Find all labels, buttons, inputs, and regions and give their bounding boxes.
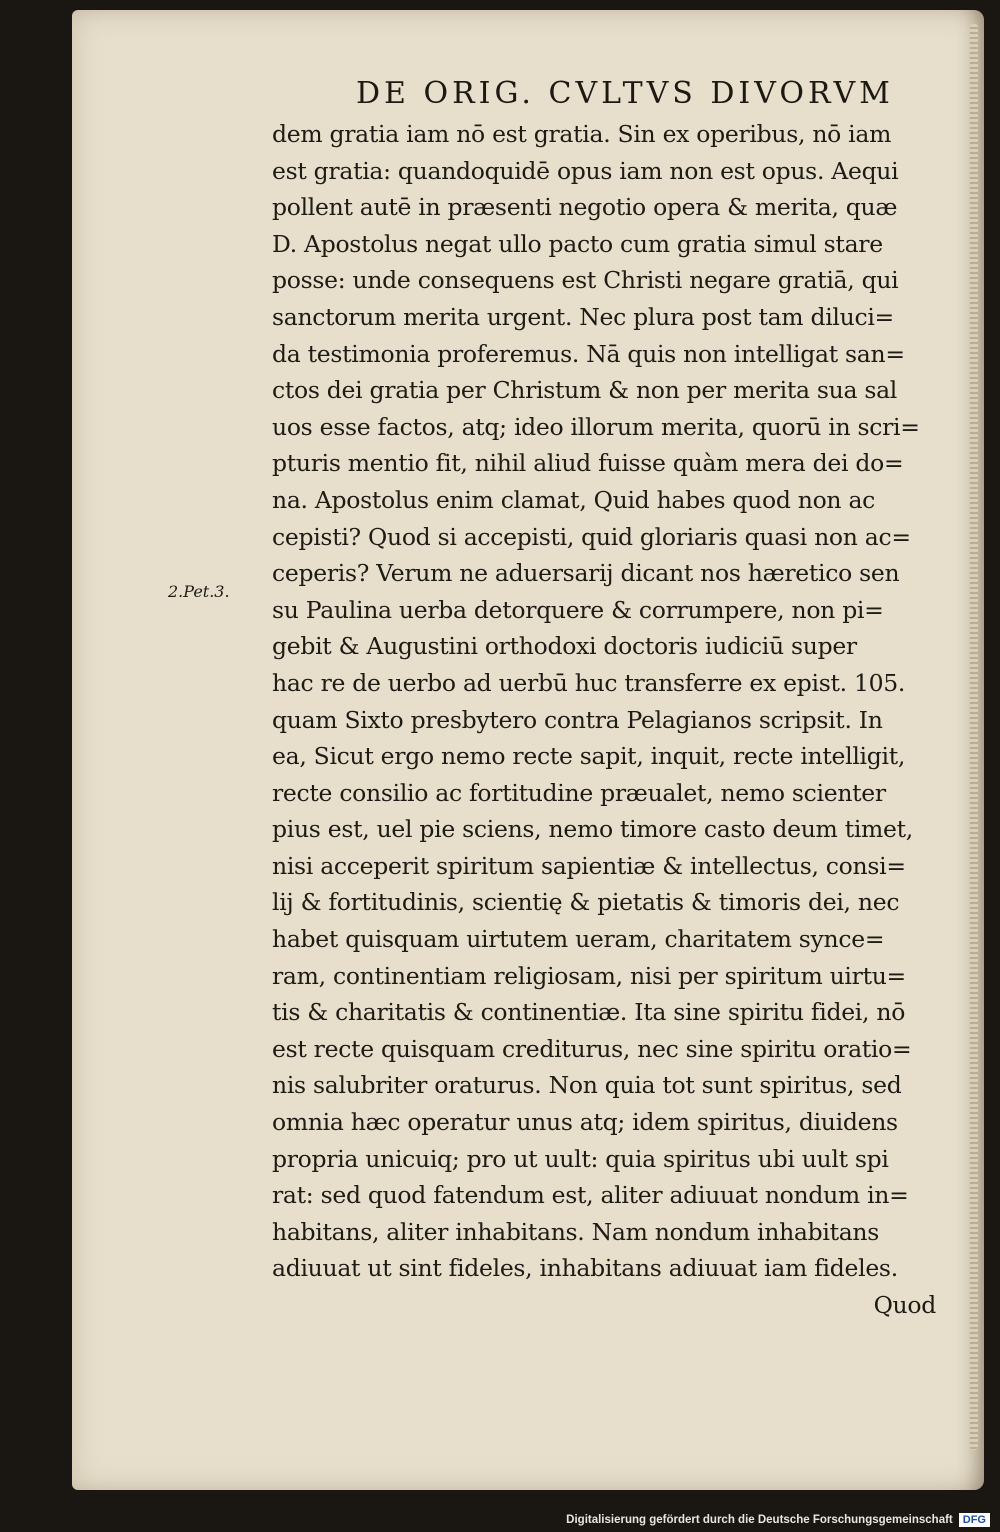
text-line: pius est, uel pie sciens, nemo timore casto deum timet,	[272, 815, 913, 844]
text-line: sanctorum merita urgent. Nec plura post tam diluci=	[272, 302, 894, 331]
running-header: DE ORIG. CVLTVS DIVORVM	[356, 76, 894, 111]
margin-note: 2.Pet.3.	[168, 582, 230, 601]
text-line: pollent autē in præsenti negotio opera & merita, quæ	[272, 193, 898, 222]
text-line: omnia hæc operatur unus atq; idem spiritus, diuidens	[272, 1108, 898, 1137]
catchword: Quod	[873, 1291, 936, 1319]
text-line: dem gratia iam nō est gratia. Sin ex operibus, nō iam	[272, 120, 892, 148]
text-line: habet quisquam uirtutem ueram, charitatem synce=	[272, 925, 885, 954]
text-line: D. Apostolus negat ullo pacto cum gratia simul stare	[272, 229, 883, 258]
text-line: ea, Sicut ergo nemo recte sapit, inquit, recte intelligit,	[272, 742, 906, 771]
digitization-footer	[0, 1508, 1000, 1532]
text-line: su Paulina uerba detorquere & corrumpere, non pi=	[272, 595, 884, 624]
text-line: habitans, aliter inhabitans. Nam nondum inhabitans	[272, 1217, 880, 1246]
text-line: ram, continentiam religiosam, nisi per spiritum uirtu=	[272, 961, 906, 990]
dfg-logo-icon: DFG	[959, 1513, 990, 1527]
text-line: propria unicuiq; pro ut uult: quia spiritus ubi uult spi	[272, 1144, 889, 1173]
text-line: uos esse factos, atq; ideo illorum merita, quorū in scri=	[272, 412, 920, 441]
text-line: nis salubriter oraturus. Non quia tot sunt spiritus, sed	[272, 1071, 902, 1100]
text-line: rat: sed quod fatendum est, aliter adiuuat nondum in=	[272, 1181, 909, 1210]
text-line: nisi acceperit spiritum sapientiæ & intellectus, consi=	[272, 851, 906, 880]
body-text	[272, 116, 972, 1324]
text-line: ctos dei gratia per Christum & non per merita sua sal	[272, 376, 898, 405]
text-line: hac re de uerbo ad uerbū huc transferre ex epist. 105.	[272, 668, 906, 697]
text-line: ceperis? Verum ne aduersarij dicant nos hæretico sen	[272, 559, 900, 588]
text-line: recte consilio ac fortitudine præualet, nemo scienter	[272, 778, 886, 807]
funding-credit: Digitalisierung gefördert durch die Deutsche Forschungsgemeinschaft	[566, 1514, 953, 1526]
text-line: est recte quisquam crediturus, nec sine spiritu oratio=	[272, 1034, 912, 1063]
text-line: posse: unde consequens est Christi negare gratiā, qui	[272, 266, 899, 295]
text-line: est gratia: quandoquidē opus iam non est opus. Aequi	[272, 156, 899, 185]
text-line: da testimonia proferemus. Nā quis non intelligat san=	[272, 339, 905, 368]
text-line: pturis mentio fit, nihil aliud fuisse quàm mera dei do=	[272, 449, 904, 478]
text-line: cepisti? Quod si accepisti, quid gloriaris quasi non ac=	[272, 522, 911, 551]
text-line: adiuuat ut sint fideles, inhabitans adiuuat iam fideles.	[272, 1254, 898, 1283]
text-line: gebit & Augustini orthodoxi doctoris iudiciū super	[272, 632, 857, 661]
text-line: na. Apostolus enim clamat, Quid habes quod non ac	[272, 485, 876, 514]
text-line: tis & charitatis & continentiæ. Ita sine spiritu fidei, nō	[272, 998, 906, 1027]
text-line: lij & fortitudinis, scientię & pietatis & timoris dei, nec	[272, 888, 900, 917]
text-line: quam Sixto presbytero contra Pelagianos scripsit. In	[272, 705, 883, 734]
